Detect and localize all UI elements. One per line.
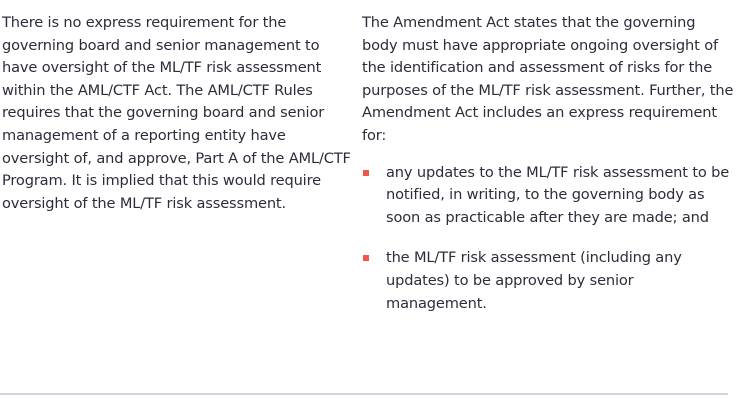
list-item-text: any updates to the ML/TF risk assessment to be notified, in writing, to the governing body as soon as practicable after they are made; and	[386, 163, 730, 226]
square-bullet-icon	[363, 170, 369, 176]
row-divider	[0, 393, 728, 395]
list-item	[362, 162, 734, 230]
current-position-text: There is no express requirement for the governing board and senior management to have oversight of the ML/TF risk assessment within the AML/CTF Act. The AML/CTF Rules requires that the governing board and senior management of a reporting entity have oversight of, and approve, Part A of the AML/CTF Program. It is implied that this would require oversight of the ML/TF risk assessment.	[2, 14, 351, 212]
amendment-position-text: The Amendment Act states that the governing body must have appropriate ongoing oversight of the identification and assessment of risks for the purposes of the ML/TF risk assessment. Further, the Amendment Act includes an express requirement for:	[362, 14, 734, 144]
amendment-position-column	[362, 12, 734, 333]
list-item-text: the ML/TF risk assessment (including any updates) to be approved by senior management.	[386, 249, 682, 312]
list-item	[362, 247, 734, 315]
current-position-column	[2, 12, 356, 215]
square-bullet-icon	[363, 255, 369, 261]
requirement-list	[362, 162, 734, 316]
